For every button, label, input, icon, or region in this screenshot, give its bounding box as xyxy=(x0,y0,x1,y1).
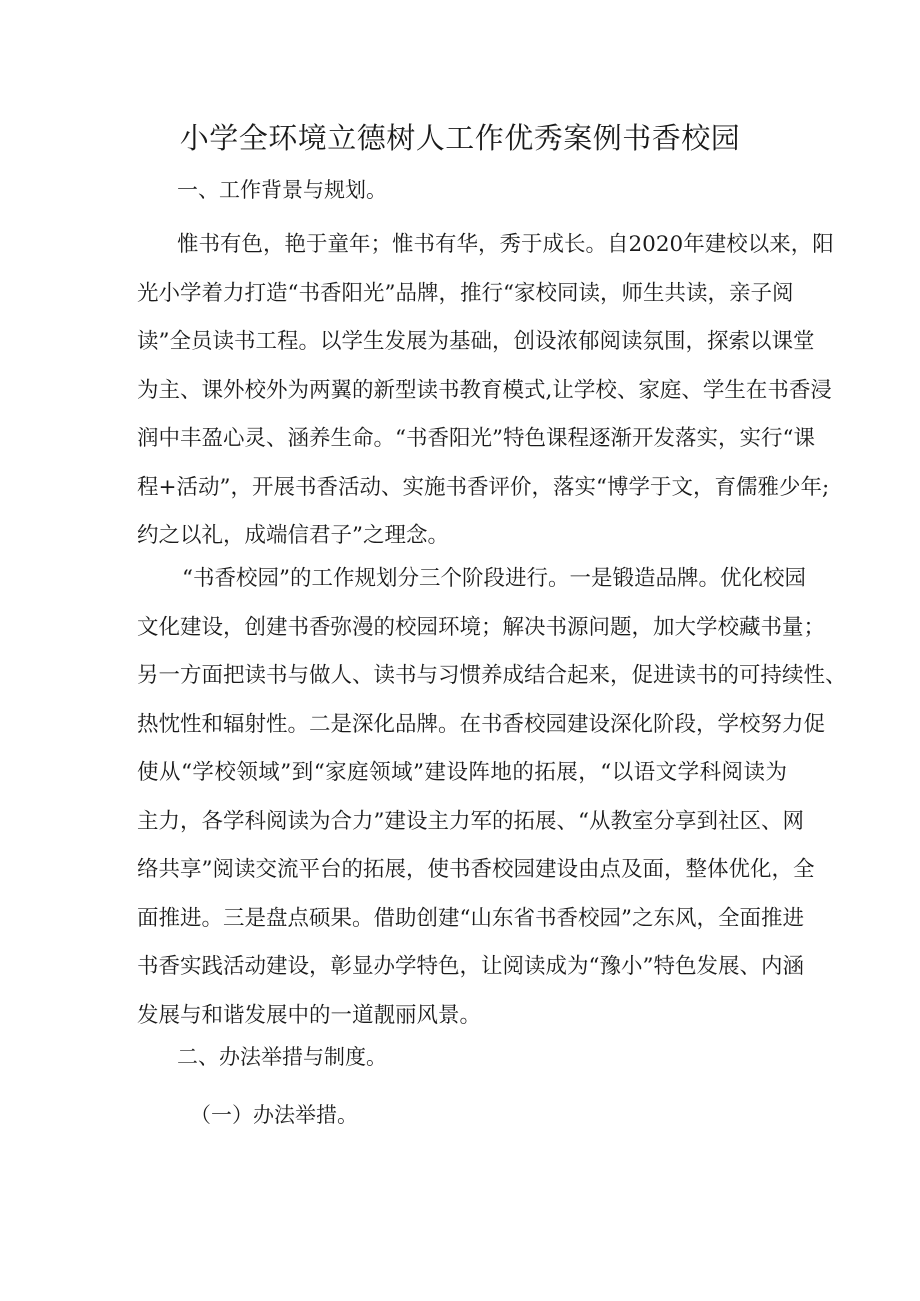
paragraph-line: 润中丰盈心灵、涵养生命。“书香阳光”特色课程逐渐开发落实，实行“课 xyxy=(137,426,815,451)
section-heading-background: 一、工作背景与规划。 xyxy=(177,178,387,202)
paragraph-line: 读”全员读书工程。以学生发展为基础，创设浓郁阅读氛围，探索以课堂 xyxy=(137,329,815,354)
paragraph-line: 书香实践活动建设，彰显办学特色，让阅读成为“豫小”特色发展、内涵 xyxy=(137,954,804,979)
document-title: 小学全环境立德树人工作优秀案例书香校园 xyxy=(179,121,741,155)
paragraph-line: 面推进。三是盘点硕果。借助创建“山东省书香校园”之东风，全面推进 xyxy=(137,905,804,931)
paragraph-line: 程+活动”，开展书香活动、实施书香评价，落实“博学于文，育儒雅少年; xyxy=(137,474,830,500)
paragraph-line: 热忱性和辐射性。二是深化品牌。在书香校园建设深化阶段，学校努力促 xyxy=(137,711,826,737)
paragraph-line: 光小学着力打造“书香阳光”品牌，推行“家校同读，师生共读，亲子阅 xyxy=(137,280,794,306)
paragraph-line: 发展与和谐发展中的一道靓丽风景。 xyxy=(137,1002,482,1028)
paragraph-line: 惟书有色，艳于童年；惟书有华，秀于成长。自2020年建校以来，阳 xyxy=(177,232,834,257)
paragraph-line: 络共享”阅读交流平台的拓展，使书香校园建设由点及面，整体优化，全 xyxy=(137,857,815,882)
paragraph-line: 使从“学校领域”到“家庭领域”建设阵地的拓展，“以语文学科阅读为 xyxy=(137,760,787,785)
paragraph-line: 文化建设，创建书香弥漫的校园环境；解决书源问题，加大学校藏书量； xyxy=(137,614,826,640)
subsection-heading-methods: （一）办法举措。 xyxy=(190,1103,358,1127)
paragraph-background xyxy=(137,221,834,561)
paragraph-line: 主力，各学科阅读为合力”建设主力军的拓展、“从教室分享到社区、网 xyxy=(137,808,804,834)
section-heading-measures: 二、办法举措与制度。 xyxy=(177,1045,387,1069)
paragraph-planning xyxy=(137,555,847,1040)
paragraph-line: 约之以礼，成端信君子”之理念。 xyxy=(137,523,449,548)
paragraph-line: 为主、课外校外为两翼的新型读书教育模式,让学校、家庭、学生在书香浸 xyxy=(137,377,832,403)
paragraph-line: 另一方面把读书与做人、读书与习惯养成结合起来，促进读书的可持续性、 xyxy=(137,663,847,688)
paragraph-line: “书香校园”的工作规划分三个阶段进行。一是锻造品牌。优化校园 xyxy=(182,566,806,591)
